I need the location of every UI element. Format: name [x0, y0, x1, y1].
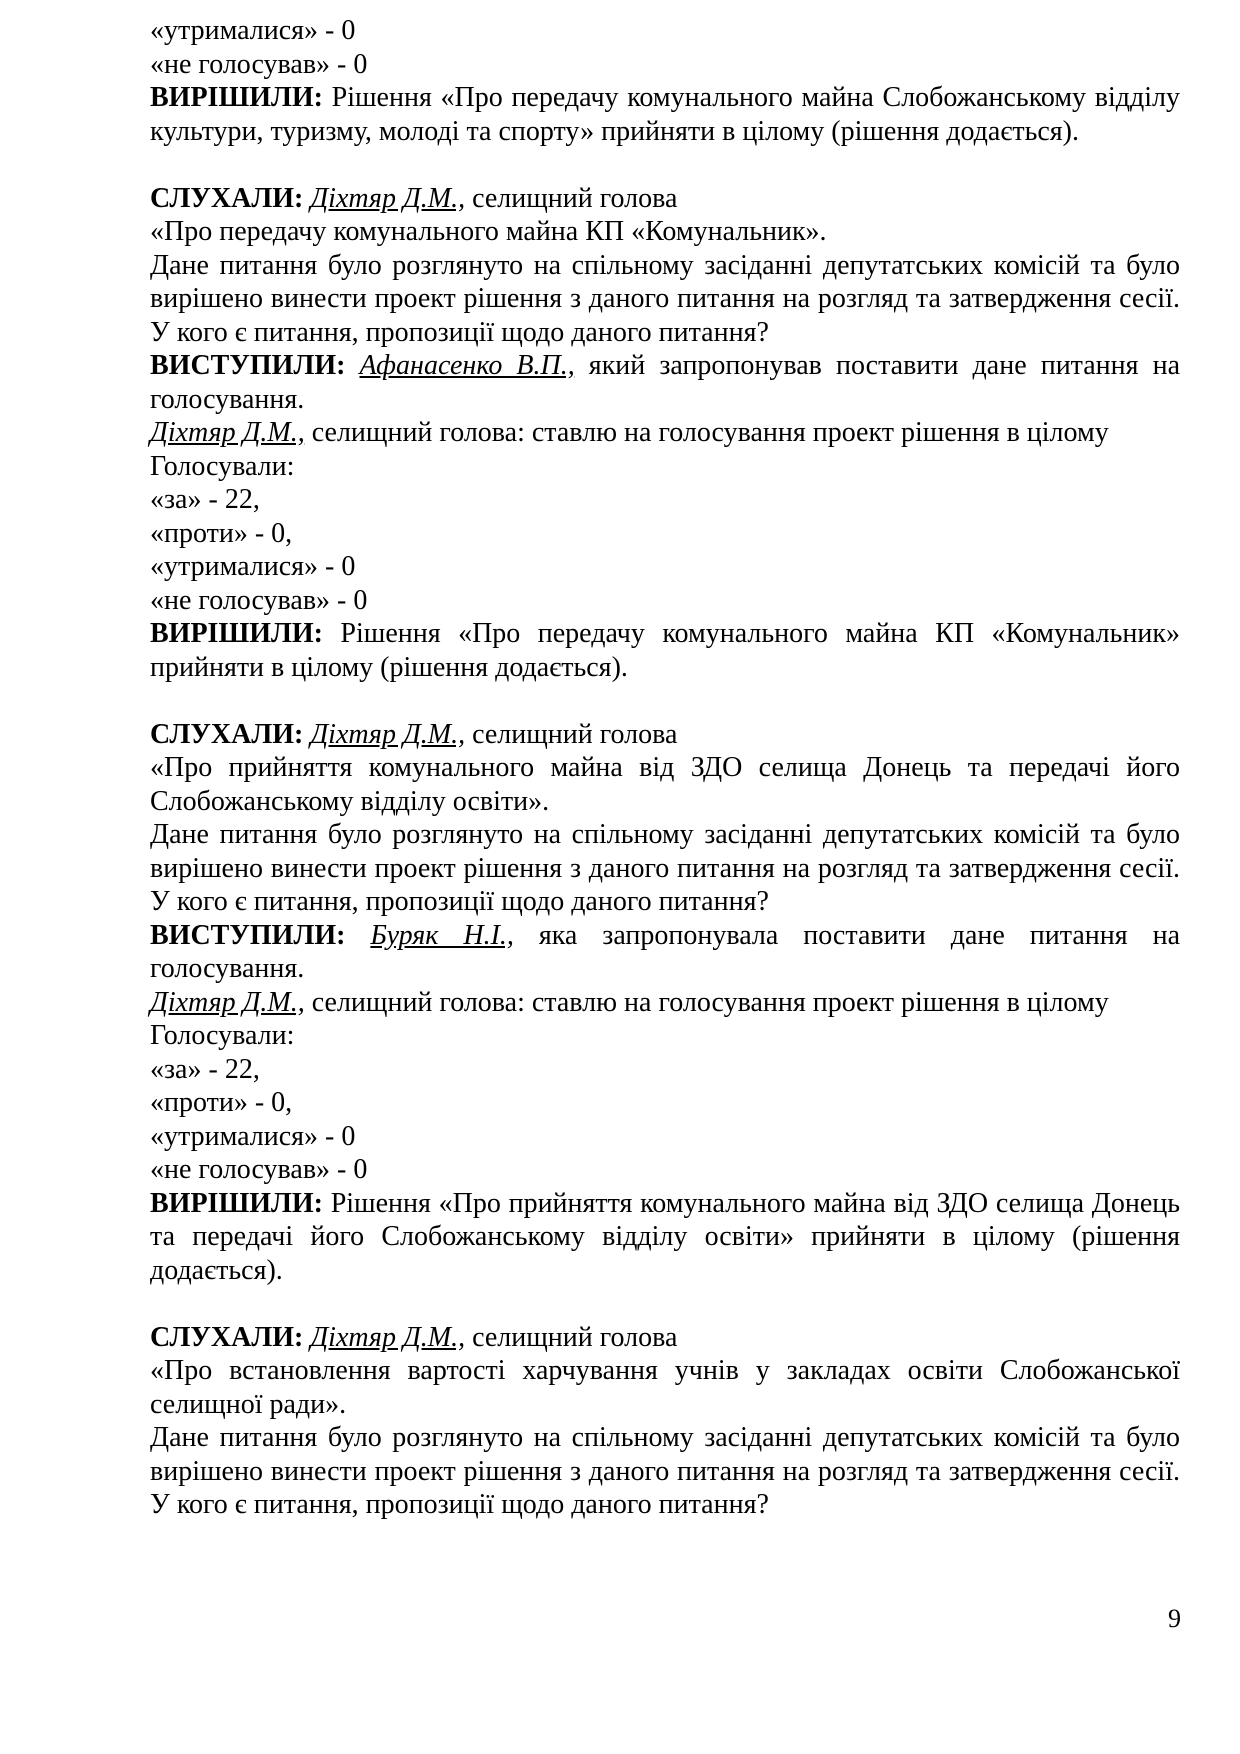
speaker-role: селищний голова [465, 1321, 678, 1353]
heard-line [150, 718, 1180, 752]
decision-text: Рішення «Про передачу комунального майна Слобожанському відділу культури, туризму, молоді та спорту» прийняти в цілому (рішення додається). [150, 82, 1180, 147]
topic-paragraph: «Про прийняття комунального майна від ЗДО селища Донець та передачі його Слобожанському відділу освіти». [150, 752, 1180, 817]
intro-paragraph: Дане питання було розглянуто на спільному засіданні депутатських комісій та було вирішено винести проект рішення з даного питання на розгляд та затвердження сесії. У кого є питання, пропозиції щодо даного питання? [150, 1422, 1180, 1520]
decision-paragraph [150, 1187, 1180, 1288]
vote-abstained-line: «утрималися» - 0 [150, 551, 356, 582]
spoke-label: ВИСТУПИЛИ: [150, 919, 346, 951]
heard-line [150, 182, 1180, 216]
chair-name: Діхтяр Д.М., [150, 986, 305, 1018]
chair-line [150, 986, 1180, 1020]
chair-text: селищний голова: ставлю на голосування проект рішення в цілому [304, 417, 1109, 448]
heard-label: СЛУХАЛИ: [150, 1321, 304, 1353]
vote-not-voted-line: «не голосував» - 0 [150, 1154, 368, 1185]
voted-label: Голосували: [150, 450, 295, 482]
vote-for-line: «за» - 22, [150, 1053, 260, 1085]
vote-against-line: «проти» - 0, [150, 1087, 293, 1118]
speaker-name: Діхтяр Д.М., [310, 182, 466, 214]
spoke-text: яка запропонувала поставити дане питання на голосування. [150, 919, 1180, 984]
spoke-paragraph [150, 349, 1180, 416]
spoke-text: який запропонував поставити дане питання на голосування. [150, 350, 1180, 415]
heard-line [150, 1321, 1180, 1355]
spoke-paragraph [150, 919, 1180, 986]
chair-name: Діхтяр Д.М., [150, 417, 305, 448]
spoke-label: ВИСТУПИЛИ: [150, 350, 346, 381]
vote-not-voted-line: «не голосував» - 0 [150, 48, 368, 80]
decision-text: Рішення «Про прийняття комунального майна від ЗДО селища Донець та передачі його Слобожанському відділу освіти» прийняти в цілому (рішення додається). [150, 1187, 1180, 1286]
chair-text: селищний голова: ставлю на голосування проект рішення в цілому [304, 986, 1109, 1018]
page-number: 9 [1168, 1604, 1181, 1633]
vote-abstained-line: «утрималися» - 0 [150, 1120, 356, 1152]
topic-paragraph: «Про встановлення вартості харчування учнів у закладах освіти Слобожанської селищної ради». [150, 1355, 1180, 1420]
speaker-name: Діхтяр Д.М., [310, 1321, 466, 1353]
heard-label: СЛУХАЛИ: [150, 718, 304, 750]
decision-paragraph [150, 81, 1180, 148]
intro-paragraph: Дане питання було розглянуто на спільному засіданні депутатських комісій та було вирішено винести проект рішення з даного питання на розгляд та затвердження сесії. У кого є питання, пропозиції щодо даного питання? [150, 249, 1180, 348]
vote-against-line: «проти» - 0, [150, 517, 293, 549]
speaker-role: селищний голова [465, 718, 678, 750]
chair-line [150, 416, 1180, 450]
intro-paragraph: Дане питання було розглянуто на спільному засіданні депутатських комісій та було вирішено винести проект рішення з даного питання на розгляд та затвердження сесії. У кого є питання, пропозиції щодо даного питання? [150, 819, 1180, 917]
decision-paragraph [150, 617, 1180, 684]
vote-not-voted-line: «не голосував» - 0 [150, 584, 368, 616]
spoke-name: Афанасенко В.П., [359, 350, 575, 381]
section-gap [150, 684, 1180, 718]
section-gap [150, 148, 1180, 182]
decision-label: ВИРІШИЛИ: [150, 1187, 323, 1219]
document-body [150, 14, 1180, 1522]
decision-label: ВИРІШИЛИ: [150, 618, 323, 649]
voted-label: Голосували: [150, 1020, 295, 1051]
spoke-name: Буряк Н.І., [370, 919, 514, 951]
vote-for-line: «за» - 22, [150, 484, 260, 515]
speaker-name: Діхтяр Д.М., [310, 718, 466, 750]
topic-paragraph: «Про передачу комунального майна КП «Комунальник». [150, 216, 827, 247]
speaker-role: селищний голова [465, 182, 678, 214]
section-gap [150, 1287, 1180, 1321]
decision-text: Рішення «Про передачу комунального майна КП «Комунальник» прийняти в цілому (рішення додається). [150, 618, 1180, 683]
heard-label: СЛУХАЛИ: [150, 182, 304, 214]
decision-label: ВИРІШИЛИ: [150, 82, 323, 113]
vote-abstained-line: «утрималися» - 0 [150, 15, 356, 46]
